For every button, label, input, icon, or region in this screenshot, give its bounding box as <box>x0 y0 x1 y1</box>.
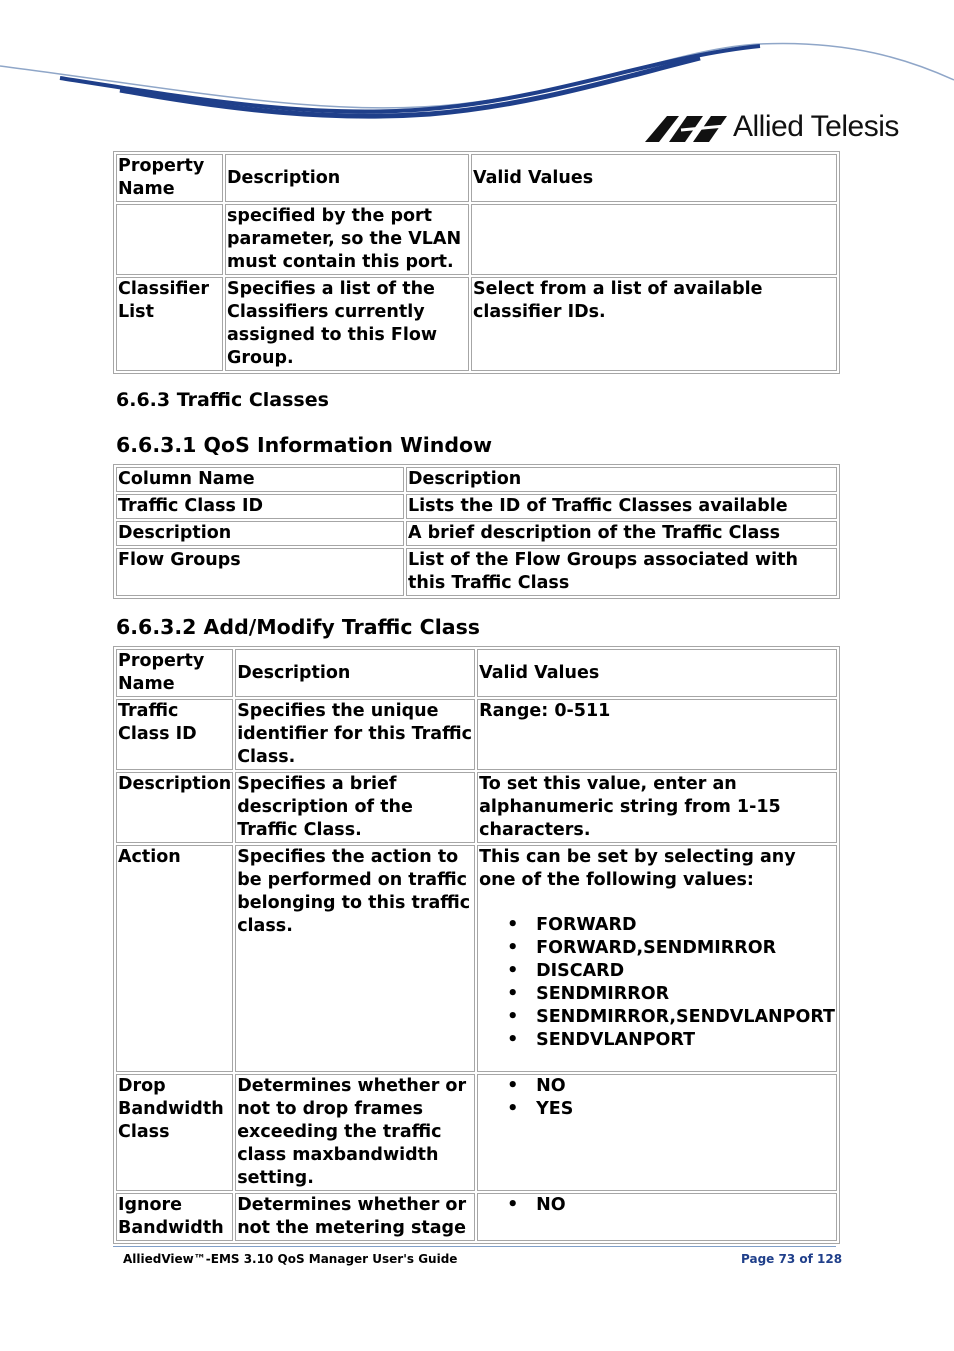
allied-telesis-logo <box>645 108 900 146</box>
cell-name: Description <box>116 521 404 546</box>
footer-page-number: Page 73 of 128 <box>741 1252 843 1266</box>
cell-name: Traffic Class ID <box>116 699 233 770</box>
cell-values: Range: 0-511 <box>477 699 837 770</box>
cell-description: A brief description of the Traffic Class <box>406 521 837 546</box>
list-item: • NO <box>479 1075 835 1098</box>
header-valid-values: Valid Values <box>477 649 837 697</box>
qos-information-table <box>113 464 840 599</box>
spacer <box>479 892 835 914</box>
cell-name: Action <box>116 845 233 1072</box>
cell-name: Description <box>116 772 233 843</box>
table-row <box>116 277 837 371</box>
cell-description: Specifies the unique identifier for this Traffic Class. <box>235 699 475 770</box>
footer-title: AlliedView™-EMS 3.10 QoS Manager User's Guide <box>123 1252 458 1266</box>
ignore-bandwidth-options-list <box>479 1194 835 1217</box>
allied-telesis-logo-mark <box>645 112 727 144</box>
header-property-name: Property Name <box>116 154 223 202</box>
cell-values <box>477 845 837 1072</box>
table-header-row <box>116 467 837 492</box>
subsection-heading-add-modify: 6.6.3.2 Add/Modify Traffic Class <box>116 615 480 639</box>
cell-description: Lists the ID of Traffic Classes available <box>406 494 837 519</box>
header-description: Description <box>406 467 837 492</box>
header-swoosh <box>0 0 954 125</box>
values-intro: This can be set by selecting any one of the following values: <box>479 847 796 890</box>
cell-description: Specifies a list of the Classifiers currently assigned to this Flow Group. <box>225 277 469 371</box>
cell-name: Classifier List <box>116 277 223 371</box>
cell-name: Flow Groups <box>116 548 404 596</box>
table-row <box>116 494 837 519</box>
cell-name <box>116 204 223 275</box>
table-row <box>116 204 837 275</box>
cell-values: To set this value, enter an alphanumeric string from 1-15 characters. <box>477 772 837 843</box>
table-row <box>116 1074 837 1191</box>
cell-description: Determines whether or not the metering stage <box>235 1193 475 1241</box>
table-row <box>116 521 837 546</box>
table-row <box>116 845 837 1072</box>
cell-name: Drop Bandwidth Class <box>116 1074 233 1191</box>
logo-text: Allied Telesis <box>733 110 899 143</box>
table-row <box>116 1193 837 1241</box>
table-header-row <box>116 649 837 697</box>
list-item: • SENDMIRROR <box>479 983 835 1006</box>
cell-name: Ignore Bandwidth <box>116 1193 233 1241</box>
cell-name: Traffic Class ID <box>116 494 404 519</box>
subsection-heading-qos-window: 6.6.3.1 QoS Information Window <box>116 433 493 457</box>
table-header-row <box>116 154 837 202</box>
table-row <box>116 548 837 596</box>
list-item: • YES <box>479 1098 835 1121</box>
add-modify-traffic-class-table <box>113 646 840 1244</box>
list-item: • FORWARD <box>479 914 835 937</box>
header-property-name: Property Name <box>116 649 233 697</box>
header-valid-values: Valid Values <box>471 154 837 202</box>
list-item: • SENDVLANPORT <box>479 1029 835 1052</box>
table-row <box>116 699 837 770</box>
header-description: Description <box>235 649 475 697</box>
cell-values <box>477 1193 837 1241</box>
list-item: • NO <box>479 1194 835 1217</box>
cell-description: Determines whether or not to drop frames exceeding the traffic class maxbandwidth setting. <box>235 1074 475 1191</box>
drop-bandwidth-options-list <box>479 1075 835 1121</box>
cell-values <box>477 1074 837 1191</box>
flow-group-properties-table <box>113 151 840 374</box>
cell-values <box>471 204 837 275</box>
list-item: • FORWARD,SENDMIRROR <box>479 937 835 960</box>
cell-description: specified by the port parameter, so the VLAN must contain this port. <box>225 204 469 275</box>
cell-description: Specifies a brief description of the Traffic Class. <box>235 772 475 843</box>
cell-description: List of the Flow Groups associated with this Traffic Class <box>406 548 837 596</box>
list-item: • DISCARD <box>479 960 835 983</box>
header-column-name: Column Name <box>116 467 404 492</box>
header-description: Description <box>225 154 469 202</box>
section-heading: 6.6.3 Traffic Classes <box>116 389 329 411</box>
footer-rule <box>113 1246 836 1247</box>
cell-values: Select from a list of available classifier IDs. <box>471 277 837 371</box>
list-item: • SENDMIRROR,SENDVLANPORT <box>479 1006 835 1029</box>
action-options-list <box>479 914 835 1052</box>
cell-description: Specifies the action to be performed on traffic belonging to this traffic class. <box>235 845 475 1072</box>
table-row <box>116 772 837 843</box>
